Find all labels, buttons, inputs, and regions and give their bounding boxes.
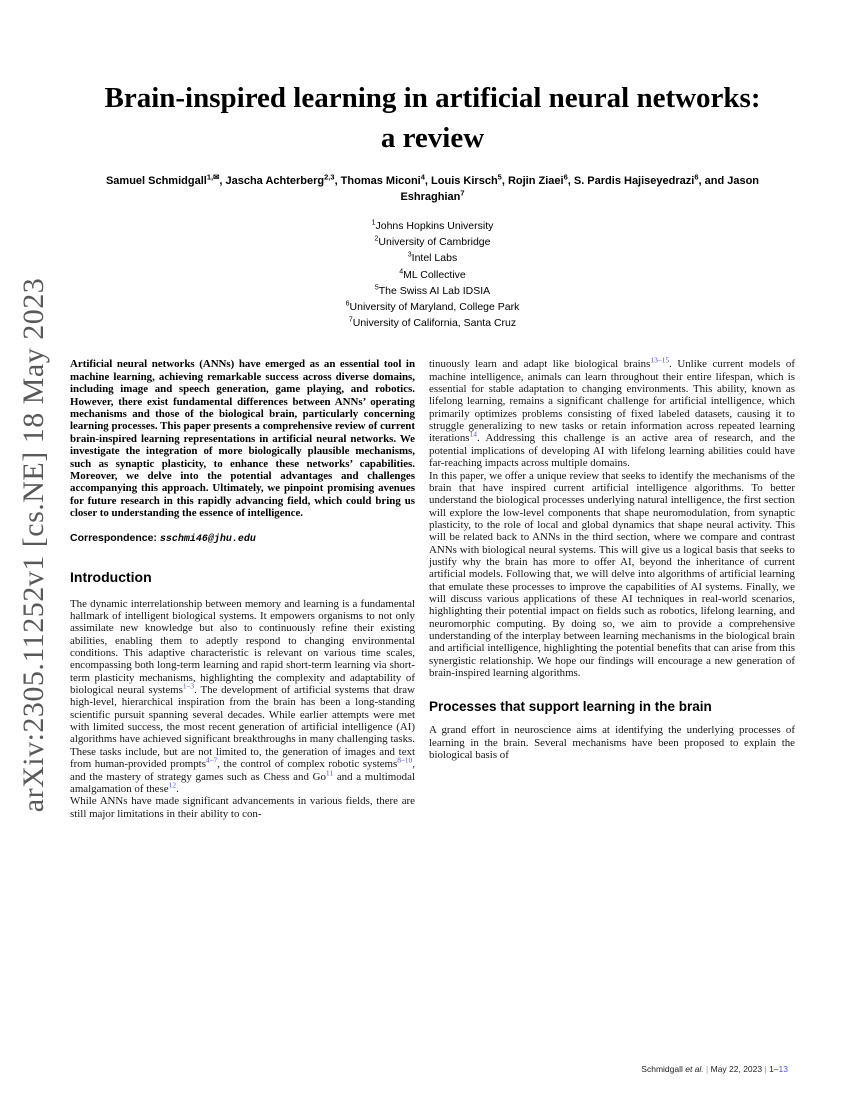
author-line: Samuel Schmidgall$^{1,✉}$, Jascha Achterberg$^{2,3}$, Thomas Miconi$^4$, Louis Kirsch$^5$, Rojin Ziaei$^6$, S. Pardis Hajiseyedrazi$^6$, and Jason Eshraghian$^7$ xyxy=(105,172,760,203)
right-column xyxy=(429,355,796,819)
superscript: 2,3 xyxy=(324,172,335,182)
abstract-text: Artificial neural networks (ANNs) have emerged as an essential tool in machine learning, achieving remarkable success across diverse domains, including image and speech generation, game playing, and robotics. However, there exist fundamental differences between ANNs’ operating mechanisms and those of the biological brain, particularly concerning learning processes. This paper presents a comprehensive review of current brain-inspired learning representations in artificial neural networks. We investigate the integration of more biologically plausible mechanisms, such as synaptic plasticity, to enhance these networks’ capabilities. Moreover, we delve into the potential advantages and challenges accompanying this approach. Ultimately, we pinpoint promising avenues for future research in this rapidly advancing field, which could bring us closer to understanding the essence of intelligence. xyxy=(70,358,415,520)
page-footer: Schmidgall et al. | May 22, 2023 | 1–13 xyxy=(641,1064,788,1074)
arxiv-watermark: arXiv:2305.11252v1 [cs.NE] 18 May 2023 xyxy=(17,277,50,813)
affiliation-item: $^7$University of California, Santa Cruz xyxy=(348,316,517,330)
superscript: 3 xyxy=(407,251,412,259)
citation-link[interactable]: 8–10 xyxy=(397,755,413,765)
citation-link[interactable]: 4–7 xyxy=(205,755,218,765)
correspondence-email-link[interactable]: sschmi46@jhu.edu xyxy=(159,533,256,545)
correspondence-line xyxy=(70,532,415,545)
section-heading-processes: Processes that support learning in the brain xyxy=(429,699,712,715)
correspondence-label: Correspondence: xyxy=(70,531,157,544)
superscript: 2 xyxy=(374,235,379,243)
superscript: 6 xyxy=(694,172,699,182)
left-column xyxy=(70,358,415,819)
citation-link[interactable]: 14 xyxy=(469,429,478,439)
body-paragraph: The dynamic interrelationship between memory and learning is a fundamental hallmark of intelligent biological systems. It empowers organisms to not only assimilate new knowledge but also to continuously refine their existing abilities, enabling them to adeptly respond to changing environmental conditions. This adaptive characteristic is relevant on various time scales, encompassing both long-term learning and rapid short-term learning via short-term plasticity mechanisms, highlighting the complexity and adaptability of biological neural systems$^{1-3}$. The development of artificial systems that draw high-level, hierarchical inspiration from the brain has been a long-standing scientific pursuit spanning several decades. While earlier attempts were met with limited success, the most recent generation of artificial intelligence (AI) algorithms have achieved significant breakthroughs in many challenging tasks. These tasks include, but are not limited to, the generation of images and text from human-provided prompts$^{4-7}$, the control of complex robotic systems$^{8-10}$, and the mastery of strategy games such as Chess and Go$^{11}$ and a multimodal amalgamation of these$^{12}$. xyxy=(70,597,416,795)
citation-link[interactable]: 12 xyxy=(168,780,177,790)
superscript: 6 xyxy=(345,300,350,308)
citation-link[interactable]: 11 xyxy=(325,767,334,777)
separator: | xyxy=(762,1064,770,1074)
affiliation-item: $^4$ML Collective xyxy=(399,268,466,281)
citation-link[interactable]: 1–3 xyxy=(182,681,195,691)
body-paragraph: While ANNs have made significant advancements in various fields, there are still major limitations in their ability to con- xyxy=(70,795,415,820)
citation-link[interactable]: 13–15 xyxy=(650,355,670,365)
superscript: 6 xyxy=(563,172,568,182)
body-paragraph: In this paper, we offer a unique review that seeks to identify the mechanisms of the brain that have inspired current artificial intelligence algorithms. To better understand the biological processes underlying natural intelligence, the first section will explore the low-level components that shape neuromodulation, from synaptic plasticity, to the role of local and global dynamics that shape neural activity. This will be related back to ANNs in the third section, where we compare and contrast ANNs with biological neural systems. This will give us a logical basis that seeks to justify why the brain has more to offer AI, beyond the inheritance of current artificial models. Following that, we will delve into algorithms of artificial learning that emulate these processes to improve the capabilities of AI systems. Finally, we will discuss various applications of these AI techniques in real-world scenarios, highlighting their potential impact on fields such as robotics, lifelong learning, and neuromorphic computing. By doing so, we aim to provide a comprehensive understanding of the interplay between learning mechanisms in the biological brain and artificial intelligence, highlighting the potential benefits that can arise from this synergistic relationship. We hope our findings will encourage a new generation of brain-inspired learning algorithms. xyxy=(429,469,795,680)
separator: | xyxy=(703,1064,711,1074)
paper-title: Brain-inspired learning in artificial neural networks: a review xyxy=(104,82,761,154)
superscript: 1,✉ xyxy=(206,172,220,182)
affiliation-item: $^5$The Swiss AI Lab IDSIA xyxy=(374,284,491,297)
superscript: 5 xyxy=(497,172,502,182)
superscript: 4 xyxy=(420,172,425,182)
two-column-body xyxy=(70,355,796,820)
affiliation-item: $^6$University of Maryland, College Park xyxy=(345,300,520,314)
superscript: 1 xyxy=(371,219,376,227)
affiliation-item: $^3$Intel Labs xyxy=(407,251,458,265)
superscript: 7 xyxy=(460,188,465,198)
affiliation-list xyxy=(70,218,795,331)
superscript: 4 xyxy=(399,268,404,276)
affiliation-item: $^2$University of Cambridge xyxy=(374,235,491,249)
superscript: 5 xyxy=(374,284,379,292)
section-heading-introduction: Introduction xyxy=(70,568,152,585)
body-paragraph: tinuously learn and adapt like biological brains$^{13-15}$. Unlike current models of machine intelligence, animals can learn throughout their entire lifespan, which is essential for stable adaptation to changing environments. This ability, known as lifelong learning, remains a significant challenge for artificial intelligence, which primarily optimizes problems consisting of fixed labeled datasets, causing it to struggle generalizing to new tasks or retain information across repeated learning iterations$^{14}$. Addressing this challenge is an active area of research, and the potential implications of developing AI with lifelong learning abilities could have far-reaching impacts across multiple domains. xyxy=(429,355,796,470)
affiliation-item: $^1$Johns Hopkins University xyxy=(371,219,494,232)
body-paragraph: A grand effort in neuroscience aims at identifying the underlying processes of learning in the brain. Several mechanisms have been proposed to explain the biological basis of xyxy=(429,724,795,762)
page-link[interactable]: 13 xyxy=(778,1064,788,1074)
superscript: 7 xyxy=(348,316,353,324)
italic-text: et al. xyxy=(685,1064,704,1074)
